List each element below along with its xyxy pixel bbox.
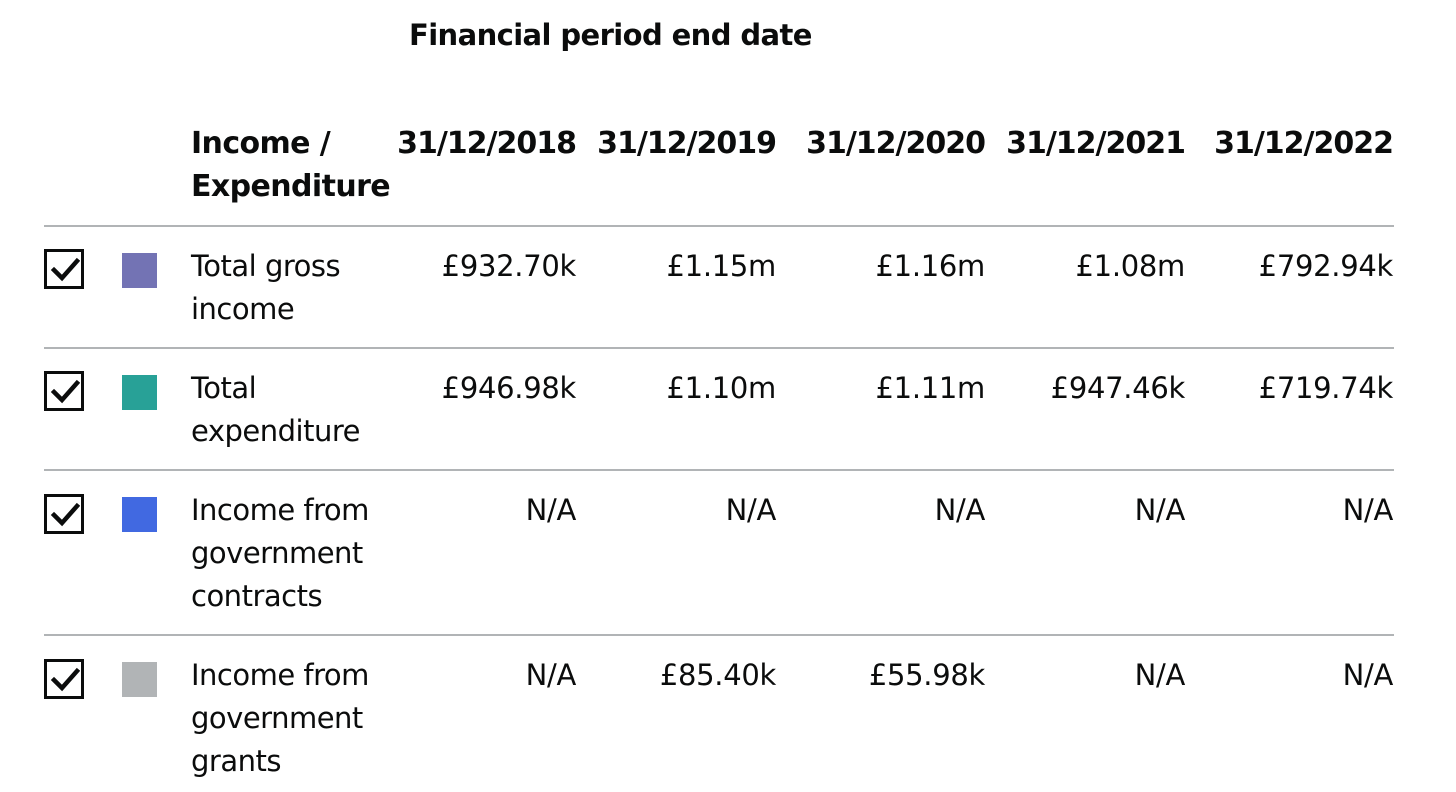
check-icon (50, 666, 80, 694)
cell-total-gross-income-2019: £1.15m (666, 249, 776, 283)
cell-total-gross-income-2018: £932.70k (441, 249, 576, 283)
cell-total-expenditure-2019: £1.10m (666, 371, 776, 405)
cell-income-government-grants-2018: N/A (525, 658, 576, 692)
cell-total-gross-income-2021: £1.08m (1075, 249, 1185, 283)
cell-total-gross-income-2020: £1.16m (875, 249, 985, 283)
color-swatch-income-government-contracts (122, 497, 157, 532)
row-label-total-gross-income: Total gross income (191, 249, 341, 326)
cell-income-government-contracts-2018: N/A (525, 493, 576, 527)
cell-total-expenditure-2020: £1.11m (875, 371, 985, 405)
cell-total-expenditure-2018: £946.98k (441, 371, 576, 405)
cell-income-government-contracts-2019: N/A (725, 493, 776, 527)
column-header-date-2018: 31/12/2018 (397, 126, 576, 161)
table-caption: Financial period end date (409, 18, 812, 52)
cell-income-government-grants-2020: £55.98k (868, 658, 985, 692)
cell-total-expenditure-2021: £947.46k (1050, 371, 1185, 405)
checkbox-income-government-grants[interactable] (44, 659, 84, 699)
cell-income-government-contracts-2021: N/A (1134, 493, 1185, 527)
cell-income-government-grants-2021: N/A (1134, 658, 1185, 692)
checkbox-income-government-contracts[interactable] (44, 494, 84, 534)
cell-total-gross-income-2022: £792.94k (1258, 249, 1393, 283)
header-divider (44, 225, 1394, 227)
row-label-total-expenditure: Total expenditure (191, 371, 360, 448)
cell-total-expenditure-2022: £719.74k (1258, 371, 1393, 405)
column-header-income-expenditure: Income / Expenditure (191, 126, 391, 204)
row-divider (44, 469, 1394, 471)
color-swatch-total-expenditure (122, 375, 157, 410)
check-icon (50, 378, 80, 406)
cell-income-government-grants-2019: £85.40k (659, 658, 776, 692)
column-header-date-2020: 31/12/2020 (806, 126, 985, 161)
row-divider (44, 634, 1394, 636)
check-icon (50, 501, 80, 529)
cell-income-government-contracts-2020: N/A (934, 493, 985, 527)
checkbox-total-gross-income[interactable] (44, 249, 84, 289)
color-swatch-income-government-grants (122, 662, 157, 697)
cell-income-government-grants-2022: N/A (1342, 658, 1393, 692)
row-label-income-government-contracts: Income from government contracts (191, 493, 369, 613)
check-icon (50, 256, 80, 284)
row-divider (44, 347, 1394, 349)
column-header-date-2019: 31/12/2019 (597, 126, 776, 161)
column-header-date-2021: 31/12/2021 (1006, 126, 1185, 161)
checkbox-total-expenditure[interactable] (44, 371, 84, 411)
color-swatch-total-gross-income (122, 253, 157, 288)
row-label-income-government-grants: Income from government grants (191, 658, 369, 778)
cell-income-government-contracts-2022: N/A (1342, 493, 1393, 527)
column-header-date-2022: 31/12/2022 (1214, 126, 1393, 161)
